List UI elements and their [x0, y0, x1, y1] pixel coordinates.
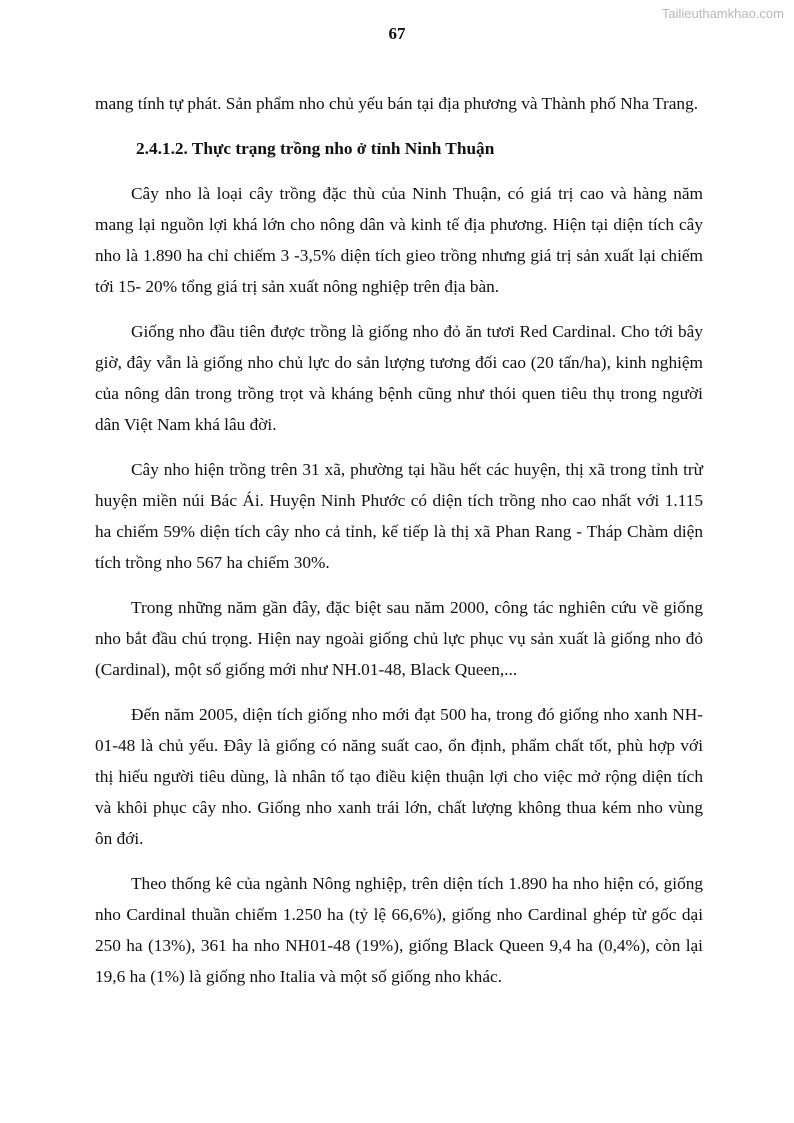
section-heading: 2.4.1.2. Thực trạng trồng nho ở tỉnh Ninh Thuận [136, 139, 495, 158]
page-number: 67 [388, 24, 406, 43]
paragraph-1: Cây nho là loại cây trồng đặc thù của Ninh Thuận, có giá trị cao và hàng năm mang lại nguồn lợi khá lớn cho nông dân và kinh tế địa phương. Hiện tại diện tích cây nho là 1.890 ha chỉ chiếm 3 -3,5% diện tích gieo trồng nhưng giá trị sản xuất lại chiếm tới 15- 20% tổng giá trị sản xuất nông nghiệp trên địa bàn. [95, 184, 703, 296]
document-body [95, 88, 703, 1006]
paragraph-4: Trong những năm gần đây, đặc biệt sau năm 2000, công tác nghiên cứu về giống nho bắt đầu chú trọng. Hiện nay ngoài giống chủ lực phục vụ sản xuất là giống nho đỏ (Cardinal), một số giống mới như NH.01-48, Black Queen,... [95, 598, 703, 679]
paragraph-6: Theo thống kê của ngành Nông nghiệp, trên diện tích 1.890 ha nho hiện có, giống nho Cardinal thuần chiếm 1.250 ha (tỷ lệ 66,6%), giống nho Cardinal ghép từ gốc dại 250 ha (13%), 361 ha nho NH01-48 (19%), giống Black Queen 9,4 ha (0,4%), còn lại 19,6 ha (1%) là giống nho Italia và một số giống nho khác. [95, 874, 703, 986]
paragraph-3: Cây nho hiện trồng trên 31 xã, phường tại hầu hết các huyện, thị xã trong tỉnh trừ huyện miền núi Bác Ái. Huyện Ninh Phước có diện tích trồng nho cao nhất với 1.115 ha chiếm 59% diện tích cây nho cả tỉnh, kế tiếp là thị xã Phan Rang - Tháp Chàm diện tích trồng nho 567 ha chiếm 30%. [95, 460, 703, 572]
continuation-paragraph: mang tính tự phát. Sản phẩm nho chủ yếu bán tại địa phương và Thành phố Nha Trang. [95, 94, 699, 113]
paragraph-2: Giống nho đầu tiên được trồng là giống nho đỏ ăn tươi Red Cardinal. Cho tới bây giờ, đây vẫn là giống nho chủ lực do sản lượng tương đối cao (20 tấn/ha), kinh nghiệm của nông dân trong trồng trọt và kháng bệnh cũng như thói quen tiêu thụ trong người dân Việt Nam khá lâu đời. [95, 322, 703, 434]
paragraph-5: Đến năm 2005, diện tích giống nho mới đạt 500 ha, trong đó giống nho xanh NH-01-48 là chủ yếu. Đây là giống có năng suất cao, ổn định, phẩm chất tốt, phù hợp với thị hiếu người tiêu dùng, là nhân tố tạo điều kiện thuận lợi cho việc mở rộng diện tích và khôi phục cây nho. Giống nho xanh trái lớn, chất lượng không thua kém nho vùng ôn đới. [95, 705, 703, 848]
watermark: Tailieuthamkhao.com [661, 6, 784, 21]
